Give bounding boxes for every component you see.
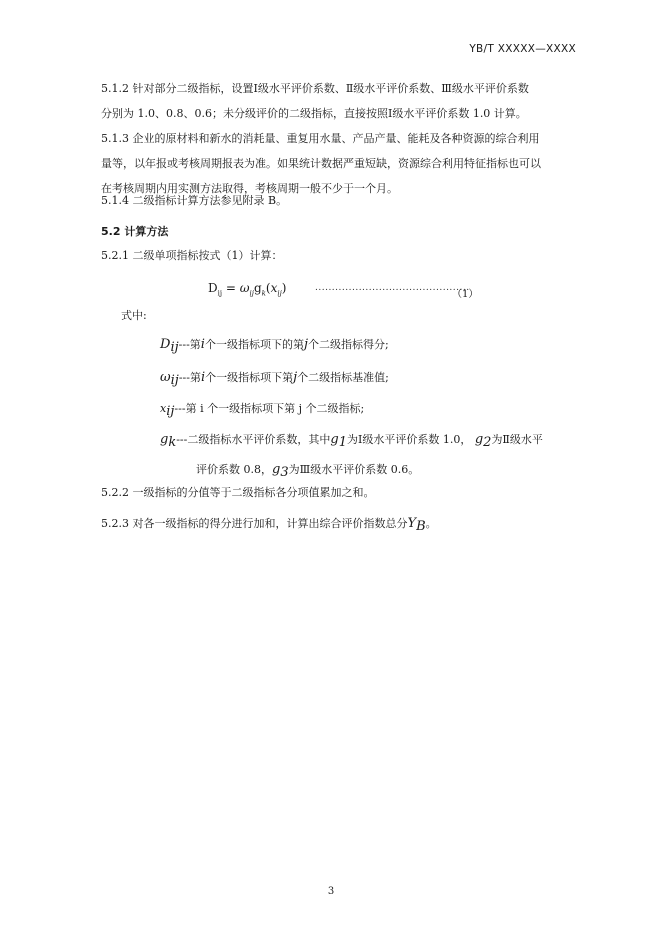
where-label: 式中: xyxy=(121,309,147,322)
paragraph-5-1-3-line-3: 在考核周期内用实测方法取得，考核周期一般不少于一个月。 xyxy=(101,182,398,195)
formula-paren-close: ) xyxy=(281,281,287,295)
formula-x-sub: ij xyxy=(277,289,282,298)
formula-1 xyxy=(208,281,286,297)
variable-g-definition: $g_k---$二级指标水平评价系数，其中$g_1$为Ⅰ级水平评价系数 1.0， $g_2$为Ⅱ级水平 xyxy=(160,432,543,451)
page-number: 3 xyxy=(327,886,335,897)
paragraph-5-1-2-line-1: 5.1.2 针对部分二级指标，设置Ⅰ级水平评价系数、Ⅱ级水平评价系数、Ⅲ级水平评价系数 xyxy=(101,82,529,95)
variable-omega-definition: $\omega_{ij}---$第i个一级指标项下第j个二级指标基准值; xyxy=(160,370,389,389)
formula-leader-dots: .............................................. xyxy=(315,283,470,293)
formula-g: g xyxy=(253,281,262,295)
variable-d-definition: $D_{ij}---$第i个一级指标项下的第j个二级指标得分; xyxy=(160,337,389,356)
paragraph-5-2-1: 5.2.1 二级单项指标按式（1）计算： xyxy=(101,249,283,262)
paragraph-5-1-3-line-2: 量等，以年报或考核周期报表为准。如果统计数据严重短缺，资源综合利用特征指标也可以 xyxy=(101,157,541,170)
variable-x-definition: $x_{ij}---$第 i 个一级指标项下第 j 个二级指标; xyxy=(160,402,365,420)
formula-omega-sub: ij xyxy=(249,289,254,298)
paragraph-5-1-3-line-1: 5.1.3 企业的原材料和新水的消耗量、重复用水量、产品产量、能耗及各种资源的综合利用 xyxy=(101,132,540,145)
variable-g-definition-cont: 评价系数 0.8，$g_3$为Ⅲ级水平评价系数 0.6。 xyxy=(196,462,420,481)
document-code: YB/T XXXXX—XXXX xyxy=(469,43,576,55)
formula-g-sub: k xyxy=(261,289,266,298)
formula-x: x xyxy=(270,281,278,295)
formula-lhs: D xyxy=(208,281,218,295)
formula-omega: ω xyxy=(239,281,250,295)
paragraph-5-2-3: 5.2.3 对各一级指标的得分进行加和，计算出综合评价指数总分$Y_B$。 xyxy=(101,516,437,535)
formula-equals: = xyxy=(222,281,240,295)
section-heading-5-2: 5.2 计算方法 xyxy=(101,225,169,238)
formula-paren-open: ( xyxy=(265,281,271,295)
paragraph-5-1-4: 5.1.4 二级指标计算方法参见附录 B。 xyxy=(101,194,288,207)
formula-lhs-sub: ij xyxy=(217,289,223,298)
paragraph-5-2-2: 5.2.2 一级指标的分值等于二级指标各分项值累加之和。 xyxy=(101,486,375,499)
equation-number: （1） xyxy=(452,289,479,300)
paragraph-5-1-2-line-2: 分别为 1.0、0.8、0.6；未分级评价的二级指标，直接按照Ⅰ级水平评价系数 1.0 计算。 xyxy=(101,107,527,120)
